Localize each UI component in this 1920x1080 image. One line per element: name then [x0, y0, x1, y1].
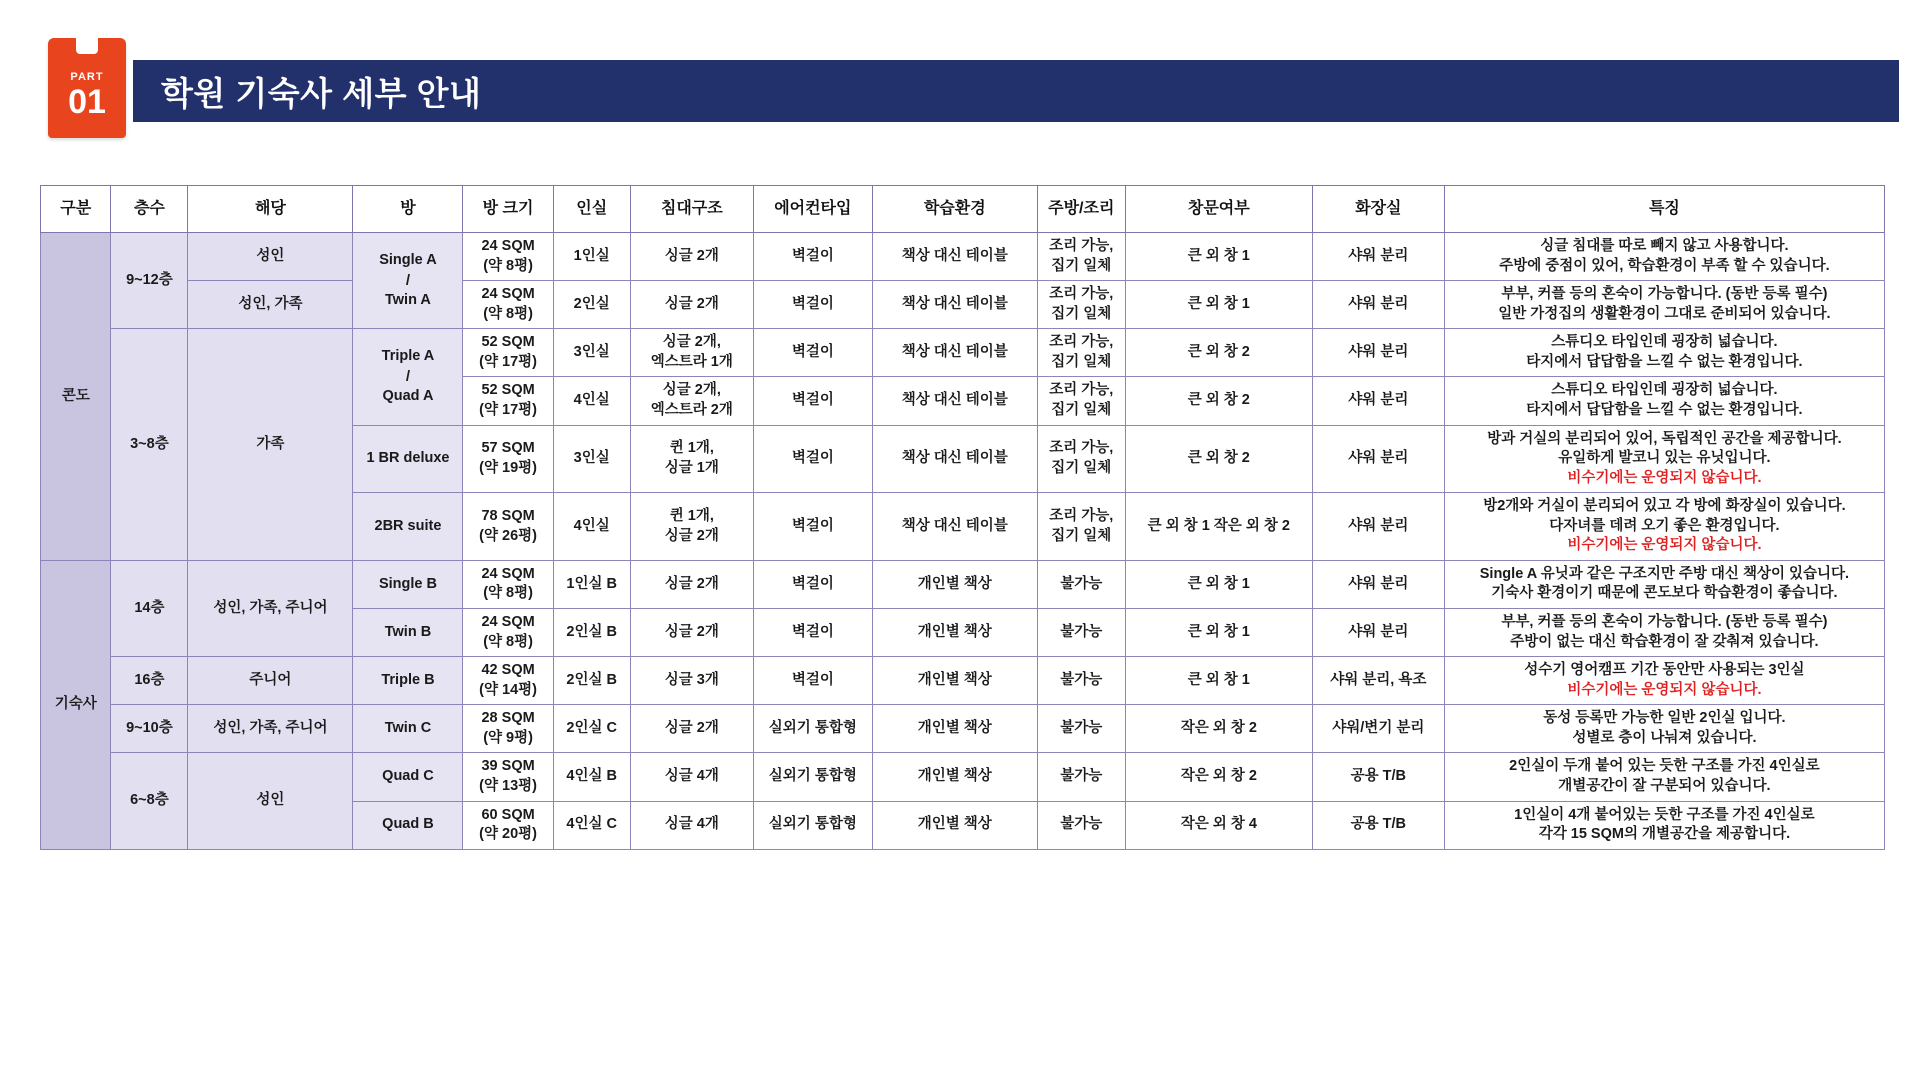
feature-cell [1444, 801, 1884, 849]
col-header-size: 방 크기 [463, 186, 553, 233]
page-title: 학원 기숙사 세부 안내 [161, 74, 482, 112]
aircon-cell: 실외기 통합형 [753, 753, 872, 801]
occupancy-cell: 4인실 C [553, 801, 630, 849]
part-label: PART [70, 71, 104, 83]
size-cell [463, 753, 553, 801]
window-cell: 작은 외 창 2 [1125, 753, 1312, 801]
bed-main: 싱글 2개 [664, 247, 719, 264]
kitchen-cell [1037, 493, 1125, 561]
bath-cell: 샤워 분리, 욕조 [1312, 657, 1444, 705]
col-header-study: 학습환경 [872, 186, 1037, 233]
room-type-primary: Triple A [381, 348, 435, 365]
feature-line: 주방이 없는 대신 학습환경이 잘 갖춰져 있습니다. [1510, 633, 1819, 650]
size-sub: (약 14평) [479, 681, 537, 698]
feature-line: 타지에서 답답함을 느낄 수 없는 환경입니다. [1526, 401, 1803, 418]
bed-sub: 싱글 1개 [664, 459, 719, 476]
table-row [41, 281, 1885, 329]
bath-cell: 샤워 분리 [1312, 233, 1444, 281]
size-main: 60 SQM [481, 806, 535, 823]
study-cell: 책상 대신 테이블 [872, 329, 1037, 377]
col-header-group: 구분 [41, 186, 111, 233]
table-row [41, 657, 1885, 705]
aircon-cell: 벽걸이 [753, 425, 872, 493]
feature-line: 동성 등록만 가능한 일반 2인실 입니다. [1543, 710, 1786, 727]
group-cell-dorm: 기숙사 [41, 560, 111, 849]
feature-cell [1444, 657, 1884, 705]
aircon-cell: 실외기 통합형 [753, 801, 872, 849]
target-cell: 주니어 [188, 657, 353, 705]
room-type-separator: / [405, 367, 411, 385]
feature-line: 성수기 영어캠프 기간 동안만 사용되는 3인실 [1524, 662, 1805, 679]
bed-main: 싱글 2개, [662, 382, 721, 399]
col-header-aircon: 에어컨타입 [753, 186, 872, 233]
kitchen-main: 조리 가능, [1049, 440, 1114, 457]
size-cell [463, 329, 553, 377]
feature-line: 유일하게 발코니 있는 유닛입니다. [1558, 450, 1771, 467]
size-main: 39 SQM [481, 758, 535, 775]
study-cell: 개인별 책상 [872, 705, 1037, 753]
feature-line: 방과 거실의 분리되어 있어, 독립적인 공간을 제공합니다. [1487, 430, 1842, 447]
bed-sub: 엑스트라 2개 [650, 401, 733, 418]
room-type-primary: Single A [379, 251, 437, 268]
feature-line: 주방에 중점이 있어, 학습환경이 부족 할 수 있습니다. [1499, 257, 1830, 274]
occupancy-cell: 2인실 B [553, 657, 630, 705]
room-type-cell [353, 233, 463, 329]
target-cell: 가족 [188, 329, 353, 561]
size-sub: (약 17평) [479, 353, 537, 370]
size-cell [463, 281, 553, 329]
kitchen-sub: 집기 일체 [1051, 459, 1112, 476]
size-sub: (약 9평) [483, 729, 533, 746]
kitchen-cell [1037, 377, 1125, 425]
feature-line: 개별공간이 잘 구분되어 있습니다. [1558, 777, 1771, 794]
room-type-secondary: Quad A [382, 388, 434, 404]
room-type-cell: Triple B [353, 657, 463, 705]
feature-warning: 비수기에는 운영되지 않습니다. [1567, 537, 1762, 554]
size-main: 52 SQM [481, 334, 535, 351]
kitchen-sub: 집기 일체 [1051, 257, 1112, 274]
target-cell: 성인, 가족, 주니어 [188, 560, 353, 656]
aircon-cell: 벽걸이 [753, 657, 872, 705]
study-cell: 개인별 책상 [872, 609, 1037, 657]
kitchen-main: 조리 가능, [1049, 382, 1114, 399]
badge-notch [76, 38, 98, 54]
kitchen-cell [1037, 329, 1125, 377]
study-cell: 개인별 책상 [872, 753, 1037, 801]
bed-cell: 싱글 4개 [630, 753, 753, 801]
size-sub: (약 26평) [479, 527, 537, 544]
bed-cell [630, 425, 753, 493]
window-cell: 큰 외 창 2 [1125, 377, 1312, 425]
room-type-cell: 1 BR deluxe [353, 425, 463, 493]
target-cell: 성인 [188, 233, 353, 281]
bed-main: 퀸 1개, [669, 507, 714, 524]
size-main: 42 SQM [481, 662, 535, 679]
feature-cell [1444, 281, 1884, 329]
size-sub: (약 8평) [483, 257, 533, 274]
occupancy-cell: 1인실 B [553, 560, 630, 608]
bath-cell: 샤워 분리 [1312, 609, 1444, 657]
floor-cell: 16층 [111, 657, 188, 705]
bed-cell: 싱글 2개 [630, 705, 753, 753]
size-sub: (약 20평) [479, 826, 537, 843]
floor-cell: 14층 [111, 560, 188, 656]
window-cell: 큰 외 창 1 [1125, 281, 1312, 329]
study-cell: 개인별 책상 [872, 560, 1037, 608]
col-header-bed: 침대구조 [630, 186, 753, 233]
bed-cell [630, 281, 753, 329]
bath-cell: 공용 T/B [1312, 753, 1444, 801]
kitchen-main: 조리 가능, [1049, 334, 1114, 351]
target-cell: 성인, 가족 [188, 281, 353, 329]
size-main: 24 SQM [481, 565, 535, 582]
size-main: 24 SQM [481, 614, 535, 630]
floor-cell: 9~12층 [111, 233, 188, 329]
target-cell: 성인, 가족, 주니어 [188, 705, 353, 753]
size-cell [463, 425, 553, 493]
size-cell [463, 377, 553, 425]
kitchen-main: 조리 가능, [1049, 238, 1114, 254]
feature-line: 스튜디오 타입인데 굉장히 넓습니다. [1551, 382, 1778, 399]
target-cell: 성인 [188, 753, 353, 849]
aircon-cell: 벽걸이 [753, 493, 872, 561]
kitchen-cell [1037, 281, 1125, 329]
feature-line: 타지에서 답답함을 느낄 수 없는 환경입니다. [1526, 353, 1803, 370]
room-type-cell: Quad C [353, 753, 463, 801]
bath-cell: 샤워 분리 [1312, 377, 1444, 425]
kitchen-sub: 집기 일체 [1051, 527, 1112, 544]
bath-cell: 샤워 분리 [1312, 329, 1444, 377]
study-cell: 책상 대신 테이블 [872, 493, 1037, 561]
col-header-bath: 화장실 [1312, 186, 1444, 233]
table-row [41, 705, 1885, 753]
kitchen-sub: 집기 일체 [1051, 305, 1112, 322]
feature-line: 기숙사 환경이기 때문에 콘도보다 학습환경이 좋습니다. [1491, 585, 1838, 602]
room-type-cell: Twin B [353, 609, 463, 657]
bed-main: 싱글 2개 [664, 295, 719, 312]
window-cell: 큰 외 창 1 작은 외 창 2 [1125, 493, 1312, 561]
feature-line: 2인실이 두개 붙어 있는 듯한 구조를 가진 4인실로 [1509, 758, 1820, 775]
study-cell: 책상 대신 테이블 [872, 281, 1037, 329]
feature-line: 일반 가정집의 생활환경이 그대로 준비되어 있습니다. [1498, 305, 1831, 322]
size-main: 24 SQM [481, 238, 535, 254]
size-cell [463, 233, 553, 281]
window-cell: 큰 외 창 1 [1125, 657, 1312, 705]
bed-cell: 싱글 2개 [630, 560, 753, 608]
study-cell: 책상 대신 테이블 [872, 233, 1037, 281]
room-type-separator: / [405, 271, 411, 289]
kitchen-main: 조리 가능, [1049, 286, 1114, 303]
study-cell: 개인별 책상 [872, 801, 1037, 849]
feature-warning: 비수기에는 운영되지 않습니다. [1567, 469, 1762, 486]
bath-cell: 샤워 분리 [1312, 493, 1444, 561]
occupancy-cell: 1인실 [553, 233, 630, 281]
window-cell: 작은 외 창 4 [1125, 801, 1312, 849]
table-row [41, 329, 1885, 377]
aircon-cell: 벽걸이 [753, 233, 872, 281]
size-main: 24 SQM [481, 286, 535, 303]
bed-cell [630, 329, 753, 377]
feature-cell [1444, 377, 1884, 425]
window-cell: 큰 외 창 1 [1125, 233, 1312, 281]
table-row [41, 753, 1885, 801]
floor-cell: 9~10층 [111, 705, 188, 753]
col-header-floor: 층수 [111, 186, 188, 233]
kitchen-cell: 불가능 [1037, 753, 1125, 801]
study-cell: 책상 대신 테이블 [872, 377, 1037, 425]
window-cell: 큰 외 창 1 [1125, 560, 1312, 608]
size-sub: (약 17평) [479, 401, 537, 418]
occupancy-cell: 4인실 [553, 493, 630, 561]
size-cell [463, 801, 553, 849]
room-type-cell [353, 329, 463, 425]
feature-cell [1444, 233, 1884, 281]
feature-line: 1인실이 4개 붙어있는 듯한 구조를 가진 4인실로 [1514, 806, 1815, 823]
kitchen-sub: 집기 일체 [1051, 353, 1112, 370]
occupancy-cell: 3인실 [553, 425, 630, 493]
bed-main: 싱글 2개, [662, 334, 721, 351]
size-main: 28 SQM [481, 710, 535, 727]
size-sub: (약 19평) [479, 459, 537, 476]
window-cell: 작은 외 창 2 [1125, 705, 1312, 753]
aircon-cell: 벽걸이 [753, 281, 872, 329]
bath-cell: 공용 T/B [1312, 801, 1444, 849]
study-cell: 책상 대신 테이블 [872, 425, 1037, 493]
window-cell: 큰 외 창 1 [1125, 609, 1312, 657]
size-main: 78 SQM [481, 507, 535, 524]
feature-line: 부부, 커플 등의 혼숙이 가능합니다. (동반 등록 필수) [1501, 286, 1828, 303]
bath-cell: 샤워 분리 [1312, 281, 1444, 329]
size-cell [463, 560, 553, 608]
col-header-window: 창문여부 [1125, 186, 1312, 233]
occupancy-cell: 2인실 C [553, 705, 630, 753]
aircon-cell: 벽걸이 [753, 329, 872, 377]
dormitory-table-wrap [40, 185, 1885, 850]
bed-cell [630, 493, 753, 561]
feature-warning: 비수기에는 운영되지 않습니다. [1567, 681, 1762, 698]
floor-cell: 6~8층 [111, 753, 188, 849]
bed-cell [630, 233, 753, 281]
bed-cell [630, 377, 753, 425]
bed-main: 퀸 1개, [669, 440, 714, 457]
bath-cell: 샤워 분리 [1312, 425, 1444, 493]
kitchen-cell: 불가능 [1037, 609, 1125, 657]
feature-cell [1444, 705, 1884, 753]
kitchen-cell [1037, 425, 1125, 493]
feature-cell [1444, 609, 1884, 657]
size-main: 52 SQM [481, 382, 535, 399]
room-type-cell: Single B [353, 560, 463, 608]
kitchen-cell [1037, 233, 1125, 281]
room-type-cell: Twin C [353, 705, 463, 753]
feature-line: 다자녀를 데려 오기 좋은 환경입니다. [1549, 517, 1780, 534]
room-type-cell: Quad B [353, 801, 463, 849]
bath-cell: 샤워/변기 분리 [1312, 705, 1444, 753]
kitchen-cell: 불가능 [1037, 801, 1125, 849]
room-type-secondary: Twin A [385, 291, 431, 308]
size-sub: (약 8평) [483, 633, 533, 650]
occupancy-cell: 2인실 B [553, 609, 630, 657]
size-sub: (약 13평) [479, 777, 537, 794]
occupancy-cell: 2인실 [553, 281, 630, 329]
feature-cell [1444, 329, 1884, 377]
bed-sub: 엑스트라 1개 [650, 353, 733, 370]
bed-cell: 싱글 4개 [630, 801, 753, 849]
feature-cell [1444, 493, 1884, 561]
occupancy-cell: 3인실 [553, 329, 630, 377]
feature-line: 스튜디오 타입인데 굉장히 넓습니다. [1551, 334, 1778, 351]
room-type-cell: 2BR suite [353, 493, 463, 561]
size-cell [463, 657, 553, 705]
kitchen-main: 조리 가능, [1049, 507, 1114, 524]
col-header-room: 방 [353, 186, 463, 233]
col-header-feature: 특징 [1444, 186, 1884, 233]
occupancy-cell: 4인실 [553, 377, 630, 425]
window-cell: 큰 외 창 2 [1125, 425, 1312, 493]
part-badge [48, 38, 126, 138]
feature-line: 방2개와 거실이 분리되어 있고 각 방에 화장실이 있습니다. [1483, 498, 1846, 515]
col-header-occupancy: 인실 [553, 186, 630, 233]
header-band [133, 60, 1899, 122]
size-cell [463, 705, 553, 753]
bed-sub: 싱글 2개 [664, 527, 719, 544]
feature-line: Single A 유닛과 같은 구조지만 주방 대신 책상이 있습니다. [1479, 565, 1850, 582]
table-body [41, 233, 1885, 850]
size-sub: (약 8평) [483, 585, 533, 602]
feature-cell [1444, 425, 1884, 493]
bed-cell: 싱글 3개 [630, 657, 753, 705]
feature-line: 싱글 침대를 따로 빼지 않고 사용합니다. [1540, 238, 1789, 254]
part-number: 01 [68, 83, 106, 121]
group-cell-condo: 콘도 [41, 233, 111, 561]
kitchen-sub: 집기 일체 [1051, 401, 1112, 418]
table-header-row [41, 186, 1885, 233]
aircon-cell: 벽걸이 [753, 560, 872, 608]
feature-line: 부부, 커플 등의 혼숙이 가능합니다. (동반 등록 필수) [1501, 614, 1828, 630]
feature-line: 각각 15 SQM의 개별공간을 제공합니다. [1538, 826, 1791, 843]
size-sub: (약 8평) [483, 305, 533, 322]
table-row [41, 233, 1885, 281]
aircon-cell: 실외기 통합형 [753, 705, 872, 753]
dormitory-table [40, 185, 1885, 850]
col-header-target: 해당 [188, 186, 353, 233]
col-header-kitchen: 주방/조리 [1037, 186, 1125, 233]
floor-cell: 3~8층 [111, 329, 188, 561]
bed-cell: 싱글 2개 [630, 609, 753, 657]
size-cell [463, 609, 553, 657]
aircon-cell: 벽걸이 [753, 609, 872, 657]
table-row [41, 560, 1885, 608]
kitchen-cell: 불가능 [1037, 560, 1125, 608]
bath-cell: 샤워 분리 [1312, 560, 1444, 608]
study-cell: 개인별 책상 [872, 657, 1037, 705]
feature-cell [1444, 560, 1884, 608]
size-cell [463, 493, 553, 561]
feature-line: 성별로 층이 나눠져 있습니다. [1572, 729, 1757, 746]
kitchen-cell: 불가능 [1037, 657, 1125, 705]
kitchen-cell: 불가능 [1037, 705, 1125, 753]
occupancy-cell: 4인실 B [553, 753, 630, 801]
feature-cell [1444, 753, 1884, 801]
aircon-cell: 벽걸이 [753, 377, 872, 425]
window-cell: 큰 외 창 2 [1125, 329, 1312, 377]
size-main: 57 SQM [481, 440, 535, 457]
